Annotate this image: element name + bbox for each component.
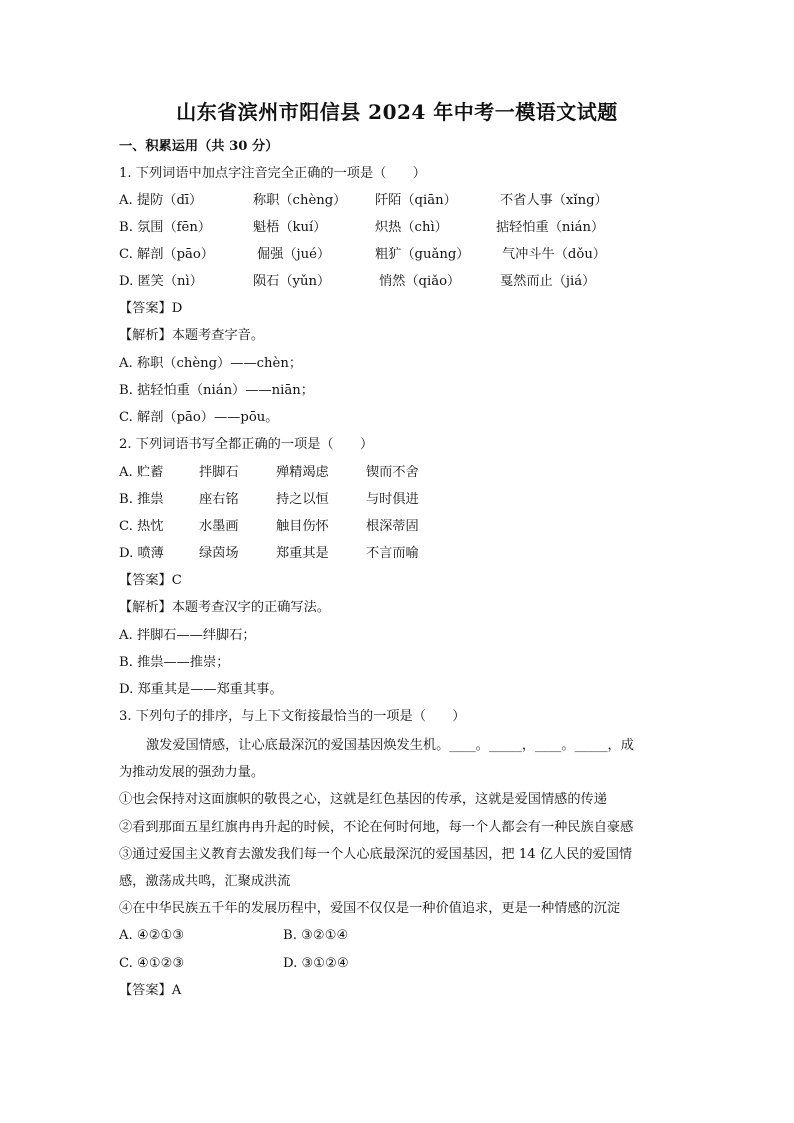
q3-sentence-3: ③通过爱国主义教育去激发我们每一个人心底最深沉的爱国基因，把 14 亿人民的爱国情 xyxy=(119,847,633,862)
q2-option-cell: 殚精竭虑 xyxy=(276,465,329,480)
q3-sentence-2: ②看到那面五星红旗冉冉升起的时候，不论在何时何地，每一个人都会有一种民族自豪感 xyxy=(119,820,634,835)
q2-analysis: 【解析】本题考查汉字的正确写法。 xyxy=(119,600,330,615)
q1-option-cell: 炽热（chì） xyxy=(375,220,448,235)
q2-note: D. 郑重其是——郑重其事。 xyxy=(119,682,283,697)
q2-option-cell: 拌脚石 xyxy=(199,465,239,480)
q1-option-cell: 陨石（yǔn） xyxy=(253,274,331,289)
q1-option-cell: B. 氛围（fēn） xyxy=(119,220,212,235)
q1-option-cell: 气冲斗牛（dǒu） xyxy=(502,247,606,262)
q1-option-cell: C. 解剖（pāo） xyxy=(119,247,214,262)
q2-option-cell: 水墨画 xyxy=(199,519,239,534)
q3-sentence-4: ④在中华民族五千年的发展历程中，爱国不仅仅是一种价值追求，更是一种情感的沉淀 xyxy=(119,901,621,916)
q2-stem: 2. 下列词语书写全都正确的一项是（ ） xyxy=(119,437,374,452)
q2-option-cell: 根深蒂固 xyxy=(366,519,419,534)
q3-sentence-3-cont: 感，激荡成共鸣，汇聚成洪流 xyxy=(119,874,291,889)
q1-option-cell: A. 提防（dī） xyxy=(119,193,203,208)
q1-analysis: 【解析】本题考查字音。 xyxy=(119,328,265,343)
q1-option-cell: 倔强（jué） xyxy=(257,247,331,262)
q1-option-cell: 戛然而止（jiá） xyxy=(500,274,596,289)
q3-sentence-1: ①也会保持对这面旗帜的敬畏之心，这就是红色基因的传承，这就是爱国情感的传递 xyxy=(119,792,607,807)
q1-option-cell: 掂轻怕重（nián） xyxy=(496,220,605,235)
q2-option-cell: 锲而不舍 xyxy=(366,465,419,480)
q1-note: B. 掂轻怕重（nián）——niān； xyxy=(119,383,314,398)
q1-stem: 1. 下列词语中加点字注音完全正确的一项是（ ） xyxy=(119,166,426,181)
q2-option-cell: 郑重其是 xyxy=(276,546,329,561)
q3-option-c: C. ④①②③ xyxy=(119,956,185,971)
q3-answer: 【答案】A xyxy=(119,983,182,998)
q1-option-cell: 不省人事（xǐng） xyxy=(500,193,608,208)
q1-option-cell: 阡陌（qiān） xyxy=(375,193,457,208)
q1-option-cell: 魁梧（kuí） xyxy=(253,220,327,235)
q3-passage-line: 为推动发展的强劲力量。 xyxy=(119,765,265,780)
q2-note: A. 拌脚石——绊脚石； xyxy=(119,628,256,643)
q1-option-cell: 粗犷（guǎng） xyxy=(375,247,470,262)
q2-option-cell: A. 贮蓄 xyxy=(119,465,164,480)
q2-option-cell: 不言而喻 xyxy=(366,546,419,561)
q2-option-cell: C. 热忱 xyxy=(119,519,164,534)
q3-option-d: D. ③①②④ xyxy=(283,956,349,971)
q3-option-b: B. ③②①④ xyxy=(283,928,349,943)
q2-answer: 【答案】C xyxy=(119,573,182,588)
q3-passage-line: 激发爱国情感，让心底最深沉的爱国基因焕发生机。____。_____，____。_____，成 xyxy=(146,738,634,753)
q1-note: C. 解剖（pāo）——pōu。 xyxy=(119,410,279,425)
q2-option-cell: 持之以恒 xyxy=(276,492,329,507)
q3-option-a: A. ④②①③ xyxy=(119,928,185,943)
q3-stem: 3. 下列句子的排序，与上下文衔接最恰当的一项是（ ） xyxy=(119,709,466,724)
q2-option-cell: B. 推祟 xyxy=(119,492,164,507)
q2-option-cell: 与时俱进 xyxy=(366,492,419,507)
q1-option-cell: 称职（chèng） xyxy=(253,193,347,208)
q2-option-cell: 座右铭 xyxy=(199,492,239,507)
q1-note: A. 称职（chèng）——chèn； xyxy=(119,356,303,371)
q1-option-cell: 悄然（qiǎo） xyxy=(379,274,461,289)
q2-option-cell: 绿茵场 xyxy=(199,546,239,561)
section-heading: 一、积累运用（共 30 分） xyxy=(119,139,279,154)
q1-option-cell: D. 匿笑（nì） xyxy=(119,274,203,289)
page-title: 山东省滨州市阳信县 2024 年中考一模语文试题 xyxy=(176,100,618,124)
q2-option-cell: 触目伤怀 xyxy=(276,519,329,534)
q2-option-cell: D. 喷薄 xyxy=(119,546,164,561)
q1-answer: 【答案】D xyxy=(119,301,183,316)
q2-note: B. 推祟——推崇； xyxy=(119,655,230,670)
